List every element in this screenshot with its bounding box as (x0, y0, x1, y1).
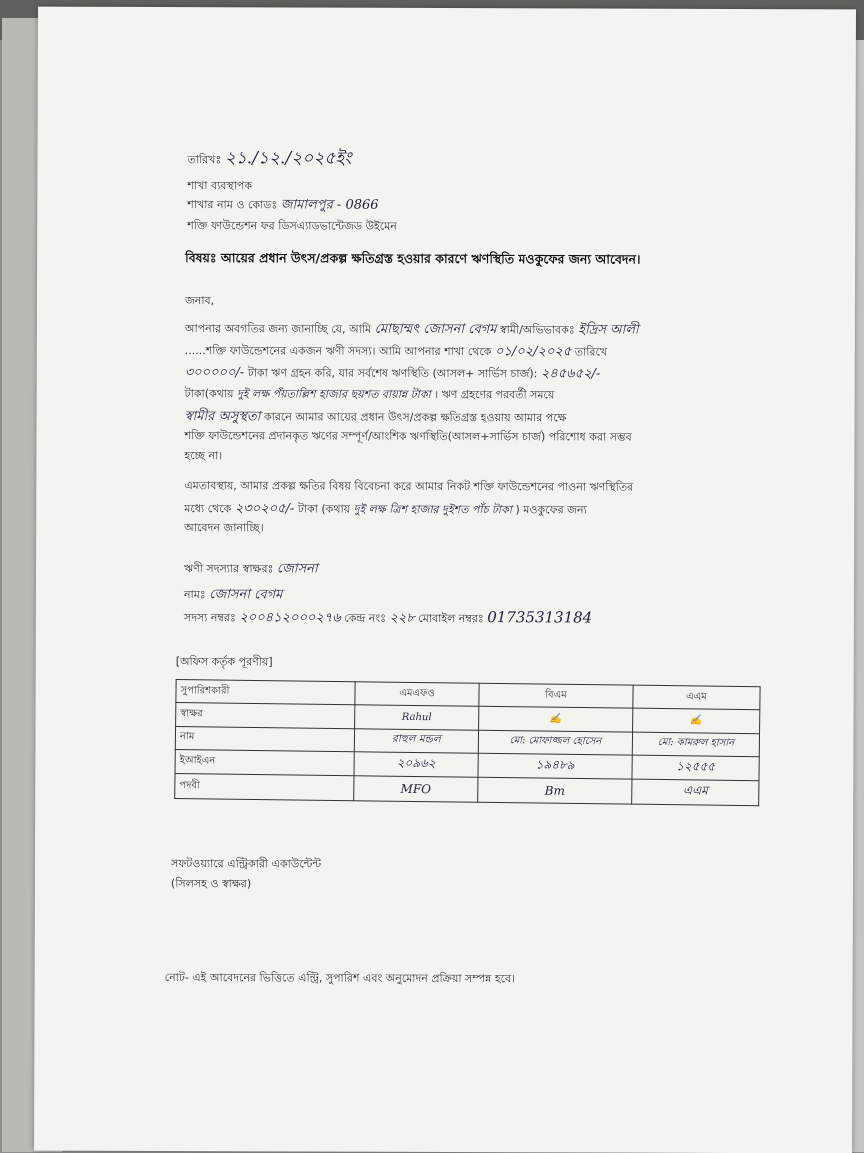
p1-text: স্বামী/অভিভাবকঃ (499, 323, 575, 337)
manager-label: শাখা ব্যবস্থাপক (187, 179, 253, 193)
guardian-hw: ইদ্রিস আলী (578, 322, 639, 338)
mfo-signature: Rahul (401, 711, 432, 724)
date-line (187, 145, 351, 174)
branch-value: জামালপুর - 0866 (280, 197, 379, 213)
p2-text: মধ্যে থেকে (184, 502, 232, 516)
p1-text: টাকা(কথায় (184, 387, 234, 401)
p2-line-1: এমতাবস্থায়, আমার প্রকল্প ক্ষতির বিষয় বিবেচনা করে আমার নিকট শক্তি ফাউন্ডেশনের পাওনা ঋণস্থিতির (184, 479, 634, 494)
balance-words-hw: দুই লক্ষ পঁয়তাল্লিশ হাজার ছয়শত বায়ান্ন টাকা (236, 387, 431, 401)
mobile-label: মোবাইল নম্বরঃ (418, 611, 484, 626)
table-header-cell: বিএম (479, 683, 633, 708)
p1-text: তারিখে (574, 345, 608, 359)
balance-hw: ২৪৫৬৫২/- (540, 366, 601, 382)
p1-text: টাকা ঋণ গ্রহন করি, যার সর্বশেষ ঋণস্থিতি (আসল+ সার্ভিস চার্জ): (247, 366, 538, 381)
mobile-hw: 01735313184 (487, 608, 593, 627)
row-label: ইআইএন (175, 750, 354, 777)
table-header-cell: সুপারিশকারী (176, 680, 355, 706)
mfo-designation: MFO (400, 782, 432, 797)
p1-line-1 (185, 319, 639, 342)
accountant-line-2: (সিলসহ ও স্বাক্ষর) (170, 877, 252, 891)
name-label: নামঃ (183, 588, 206, 602)
am-ein: ১২৫৫৫ (676, 758, 716, 774)
office-table (174, 679, 760, 806)
p1-line-7: হচ্ছে না। (184, 449, 223, 463)
p1-text: কারনে আমার আয়ের প্রধান উৎস/প্রকল্প ক্ষতিগ্রস্ত হওয়ায় আমার পক্ষে (263, 410, 567, 425)
row-label: নাম (175, 726, 354, 752)
p1-text: । ঋণ গ্রহণের পরবর্তী সময়ে (434, 387, 555, 402)
mfo-name: রাহুল মন্ডল (391, 733, 441, 746)
branch-label: শাখার নাম ও কোডঃ (187, 198, 278, 212)
salutation: জনাব, (184, 294, 215, 308)
row-label: স্বাক্ষর (176, 703, 355, 729)
bm-ein: ১৯৪৮৯ (535, 757, 575, 772)
p1-line-2: ......শক্তি ফাউন্ডেশনের একজন ঋণী সদস্য। আমি আপনার শাখা থেকে ০১/০২/২০২৫ তারিখে (184, 344, 608, 360)
application-document (34, 7, 856, 1153)
p2-text: ) মওকুফের জন্য (515, 503, 587, 517)
p1-line-6: শক্তি ফাউন্ডেশনের প্রদানকৃত ঋণের সম্পূর্ণ/আংশিক ঋণস্থিতি(আসল+সার্ভিস চার্জ) পরিশোধ করা সম্ভব (184, 429, 632, 444)
applicant-signature: জোসনা (276, 561, 318, 577)
p2-line-2 (184, 499, 587, 521)
p1-line-5 (185, 407, 567, 429)
date-label: তারিখঃ (187, 153, 222, 167)
footer-note: নোট- এই আবেদনের ভিত্তিতে এন্ট্রি, সুপারিশ এবং অনুমোদন প্রক্রিয়া সম্পন্ন হবে। (164, 971, 516, 986)
table-header-cell: এমএফও (355, 682, 479, 707)
loan-date-hw: ০১/০২/২০২৫ (494, 344, 572, 360)
mfo-ein: ২০৯৬২ (396, 755, 436, 770)
center-label: কেন্দ্র নংঃ (344, 611, 386, 625)
member-no-hw: ২০০৪১২০০০২৭৬ (239, 610, 341, 626)
bm-designation: Bm (544, 783, 565, 799)
p1-line-3 (185, 363, 601, 385)
branch-line (187, 195, 378, 217)
waive-words-hw: দুই লক্ষ ত্রিশ হাজার দুইশত পাঁচ টাকা (353, 502, 513, 517)
bm-signature: ✍ (549, 713, 562, 725)
p1-line-4 (185, 385, 555, 405)
table-header-cell: এএম (633, 685, 760, 710)
subject-line: বিষয়ঃ আয়ের প্রধান উৎস/প্রকল্প ক্ষতিগ্রস্ত হওয়ার কারণে ঋণস্থিতি মওকুফের জন্য আবেদন। (185, 250, 641, 267)
am-signature: ✍ (689, 715, 703, 727)
applicant-signature-line (184, 559, 318, 580)
member-no-label: সদস্য নম্বরঃ (183, 611, 236, 625)
member-name-hw: মোছাম্মৎ জোসনা বেগম (374, 321, 497, 338)
applicant-name-hw: জোসনা বেগম (209, 587, 283, 603)
applicant-name-line (184, 585, 282, 606)
p1-text: আপনার অবগতির জন্য জানাচ্ছি যে, আমি (184, 322, 372, 336)
date-value: ২১./১২./২০২৫ইং (224, 148, 352, 169)
p2-text: টাকা (কথায় (297, 502, 351, 516)
loan-amount-hw: ৩০০০০০/- (184, 365, 245, 381)
p1-text: শক্তি ফাউন্ডেশনের একজন ঋণী সদস্য। আমি আপনার শাখা থেকে (205, 344, 492, 359)
row-label: পদবী (175, 774, 354, 801)
office-heading: [অফিস কর্তৃক পূরণীয়] (175, 655, 273, 669)
waive-amount-hw: ২৩০২০৫/- (234, 501, 295, 517)
reason-hw: স্বামীর অসুস্থতা (184, 409, 261, 425)
applicant-id-line (184, 607, 592, 630)
am-designation: এএম (682, 783, 708, 798)
p2-line-3: আবেদন জানাচ্ছি। (184, 521, 264, 535)
organization-name: শক্তি ফাউন্ডেশন ফর ডিসএ্যাডভান্টেজড উইমেন (187, 219, 397, 233)
center-hw: ২২৮ (389, 610, 415, 626)
am-name: মো: কামরুল হাসান (657, 737, 735, 750)
signature-label: ঋণী সদস্যার স্বাক্ষরঃ (184, 562, 274, 576)
accountant-line-1: সফটওয়্যারে এন্ট্রিকারী একাউন্টেন্ট (170, 857, 322, 871)
bm-name: মো: মোফাজ্জল হোসেন (509, 735, 602, 748)
